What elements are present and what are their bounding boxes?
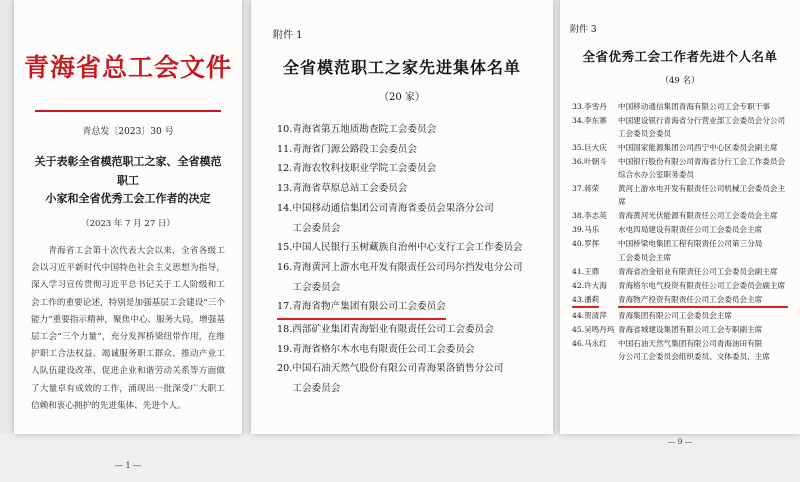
list-item-text: 青海省草原总站工会委员会: [292, 183, 408, 195]
list-item-number: 17.: [277, 301, 293, 313]
entry-person-name: 叶朝斗: [584, 157, 607, 167]
entry-number: 34.: [572, 116, 585, 126]
entry-name: [572, 114, 618, 140]
list-item-number: 11.: [277, 143, 293, 155]
entry-description: 青海集团有限公司工会委员会主席: [618, 310, 732, 320]
list-item-highlighted: [277, 298, 529, 320]
list-item: [572, 323, 788, 336]
list-item: [572, 309, 788, 322]
entry-name: [572, 209, 618, 222]
entry-description: 黄河上游水电开发有限责任公司机械工会委员会主席: [618, 184, 786, 207]
list-item: [277, 239, 529, 258]
entry-person-name: 李东寨: [584, 116, 607, 126]
outstanding-worker-list-subtitle: （49 名）: [660, 76, 700, 86]
list-item-number: 19.: [277, 343, 293, 355]
entry-number: 36.: [572, 157, 585, 167]
list-item-number: 20.: [277, 363, 293, 375]
list-item-text: 中国石油天然气股份有限公司青海果洛销售分公司: [292, 363, 504, 375]
list-item-continuation: [277, 380, 529, 399]
list-item-continuation: [277, 279, 529, 298]
list-item: [277, 180, 529, 199]
entry-number: 41.: [572, 266, 585, 276]
entry-number: 33.: [572, 102, 585, 111]
entry-number: 38.: [572, 211, 585, 221]
document-number: 青总发〔2023〕30 号: [82, 127, 174, 137]
entry-description: 青海格尔电气投资有限责任公司工会委员会副主席: [618, 280, 786, 290]
list-item: [277, 259, 529, 278]
entry-description: 青海黄河光伏能源有限责任公司工会委员会主席: [618, 211, 778, 221]
entry-number: 40.: [572, 239, 585, 249]
entry-description: 中国银行股份有限公司青海省分行工会工作委员会 综合水办公室职务委员: [618, 157, 786, 180]
list-item-text: 青海黄河上游水电开发有限责任公司玛尔挡发电分公司: [292, 261, 523, 273]
attachment-label-3: 附件 3: [570, 25, 597, 35]
list-item: [277, 360, 529, 379]
entry-person-name: 李志英: [584, 211, 607, 221]
entry-person-name: 王鼎: [584, 266, 600, 276]
entry-number: 39.: [572, 225, 585, 235]
entry-person-name: 巨大庆: [584, 143, 607, 153]
highlighted-entry-name: [572, 293, 599, 308]
list-item: [277, 121, 529, 140]
list-item: [572, 279, 788, 292]
entry-person-name: 许大海: [584, 280, 607, 290]
entry-name: [572, 141, 618, 154]
right-document-panel: [560, 0, 800, 446]
decision-body-paragraph: 青海省工会第十次代表大会以来，全省各级工会以习近平新时代中国特色社会主义思想为指导，深入学习宣传贯彻习近平总书记关于工人阶级和工会工作的重要论述，特别是加强基层工会建设“三个能力”重要指示精神，聚焦中心、服务大局，增强基层工会“三个力量”，充分发挥桥梁纽带作用，在维护职工合法权益、竭诚服务职工群众、推动产业工人队伍建设改革、促进企业和谐劳动关系等方面做了大量卓有成效的工作，涌现出一批深受广大职工信赖和衷心拥护的先进集体、先进个人。: [31, 246, 225, 411]
entry-description: 中国国家能源集团公司西宁中心区委员会副主席: [618, 143, 778, 153]
list-item-number: 15.: [277, 242, 293, 254]
entry-description: 水电四局建设有限责任公司工会委员会主席: [618, 225, 763, 235]
decision-date: （2023 年 7 月 27 日）: [81, 219, 175, 230]
decision-body: [31, 243, 225, 415]
list-item: [572, 182, 788, 208]
entry-person-name: 吴鸣丹玛: [584, 324, 615, 334]
list-item-text: 工会委员会: [292, 383, 341, 395]
list-item-text: 西部矿业集团青海铝业有限责任公司工会委员会: [292, 324, 494, 336]
list-item-number: 12.: [277, 163, 293, 175]
entry-name: [572, 155, 618, 181]
entry-description: 青海省城建设集团有限公司工会专职副主席: [618, 324, 763, 334]
outstanding-worker-list-title: 全省优秀工会工作者先进个人名单: [582, 49, 778, 64]
list-item-text: 青海省门源公路段工会委员会: [292, 143, 417, 155]
list-item-text: 中国移动通信集团公司青海省委员会果洛分公司: [292, 202, 494, 214]
entry-person-name: 蒋荣: [584, 184, 600, 194]
list-item-text: 青海农牧科技职业学院工会委员会: [292, 163, 437, 175]
list-item: [572, 155, 788, 181]
middle-document-panel: [251, 0, 553, 434]
list-item-text: 青海省物产集团有限公司工会委员会: [292, 301, 446, 313]
entry-name: [572, 309, 618, 322]
model-home-list-subtitle: （20 家）: [379, 92, 425, 103]
list-item-number: 14.: [277, 202, 293, 214]
entry-number: 46.: [572, 338, 585, 348]
decision-heading-line2: 小家和全省优秀工会工作者的决定: [45, 192, 211, 206]
list-item-number: 18.: [277, 324, 293, 336]
entry-description: 中国建设银行青海省分行营业部工会委员会分公司 工会委员会委员: [618, 116, 786, 139]
list-item-text: 青海省格尔木水电有限责任公司工会委员会: [292, 343, 475, 355]
attachment-label-1: 附件 1: [273, 30, 303, 41]
middle-paper: [251, 26, 553, 460]
model-home-list-title: 全省模范职工之家先进集体名单: [282, 58, 521, 77]
red-divider-rule: [35, 110, 221, 112]
entry-number: 43.: [572, 294, 585, 304]
highlighted-entry: [277, 298, 446, 320]
list-item: [277, 200, 529, 219]
right-page-number: — 9 —: [667, 437, 693, 446]
entry-description: 中国桥梁电集团工程有限责任公司第三分局 工会委员会主席: [618, 239, 763, 262]
model-home-list: [277, 121, 529, 399]
entry-person-name: 贺清萍: [584, 310, 607, 320]
list-item: [572, 337, 788, 363]
list-item-number: 10.: [277, 124, 293, 135]
entry-number: 45.: [572, 324, 585, 334]
entry-person-name: 马乐: [584, 225, 600, 235]
decision-heading: [30, 153, 226, 209]
entry-person-name: 潘莉: [584, 294, 600, 304]
entry-name: [572, 265, 618, 278]
list-item: [277, 141, 529, 160]
list-item: [572, 209, 788, 222]
entry-number: 42.: [572, 280, 585, 290]
organization-title: 青海省总工会文件: [23, 53, 232, 82]
list-item-text: 青海省第五地质勘查院工会委员会: [292, 124, 437, 135]
entry-person-name: 李雪丹: [584, 102, 607, 111]
entry-name: [572, 293, 618, 308]
left-document-panel: [14, 0, 242, 470]
entry-description: 青海物产投资有限责任公司工会委员会主席: [618, 293, 788, 308]
left-paper: [14, 48, 242, 482]
outstanding-worker-list: [572, 100, 788, 363]
left-page-number: — 1 —: [114, 461, 142, 470]
list-item: [277, 160, 529, 179]
entry-person-name: 罗挥: [584, 239, 600, 249]
list-item: [277, 341, 529, 360]
entry-name: [572, 100, 618, 113]
entry-number: 44.: [572, 310, 585, 320]
entry-number: 37.: [572, 184, 585, 194]
entry-name: [572, 323, 618, 336]
entry-name: [572, 182, 618, 208]
entry-description: 青海省冶金铝业有限责任公司工会委员会副主席: [618, 266, 778, 276]
right-paper: [560, 22, 800, 456]
entry-name: [572, 337, 618, 363]
list-item: [572, 265, 788, 278]
list-item: [277, 321, 529, 340]
list-item-number: 16.: [277, 261, 293, 273]
list-item: [572, 114, 788, 140]
list-item: [572, 237, 788, 263]
list-item: [572, 141, 788, 154]
entry-description: 中国石油天然气集团有限公司青海油田有限 分公司工会委员会组织委员、文体委员、主席: [618, 338, 770, 361]
list-item-highlighted: [572, 293, 788, 308]
list-item-text: 工会委员会: [292, 222, 341, 234]
list-item-text: 中国人民银行玉树藏族自治州中心支行工会工作委员会: [292, 242, 523, 254]
list-item: [572, 100, 788, 113]
list-item-text: 工会委员会: [292, 281, 341, 293]
entry-name: [572, 279, 618, 292]
entry-name: [572, 223, 618, 236]
entry-person-name: 马永红: [584, 338, 607, 348]
list-item-continuation: [277, 220, 529, 239]
entry-description: 中国移动通信集团青海有限公司工会专职干事: [618, 102, 770, 111]
decision-heading-line1: 关于表彰全省模范职工之家、全省模范职工: [34, 155, 222, 187]
list-item: [572, 223, 788, 236]
entry-name: [572, 237, 618, 263]
list-item-number: 13.: [277, 183, 293, 195]
entry-number: 35.: [572, 143, 585, 153]
